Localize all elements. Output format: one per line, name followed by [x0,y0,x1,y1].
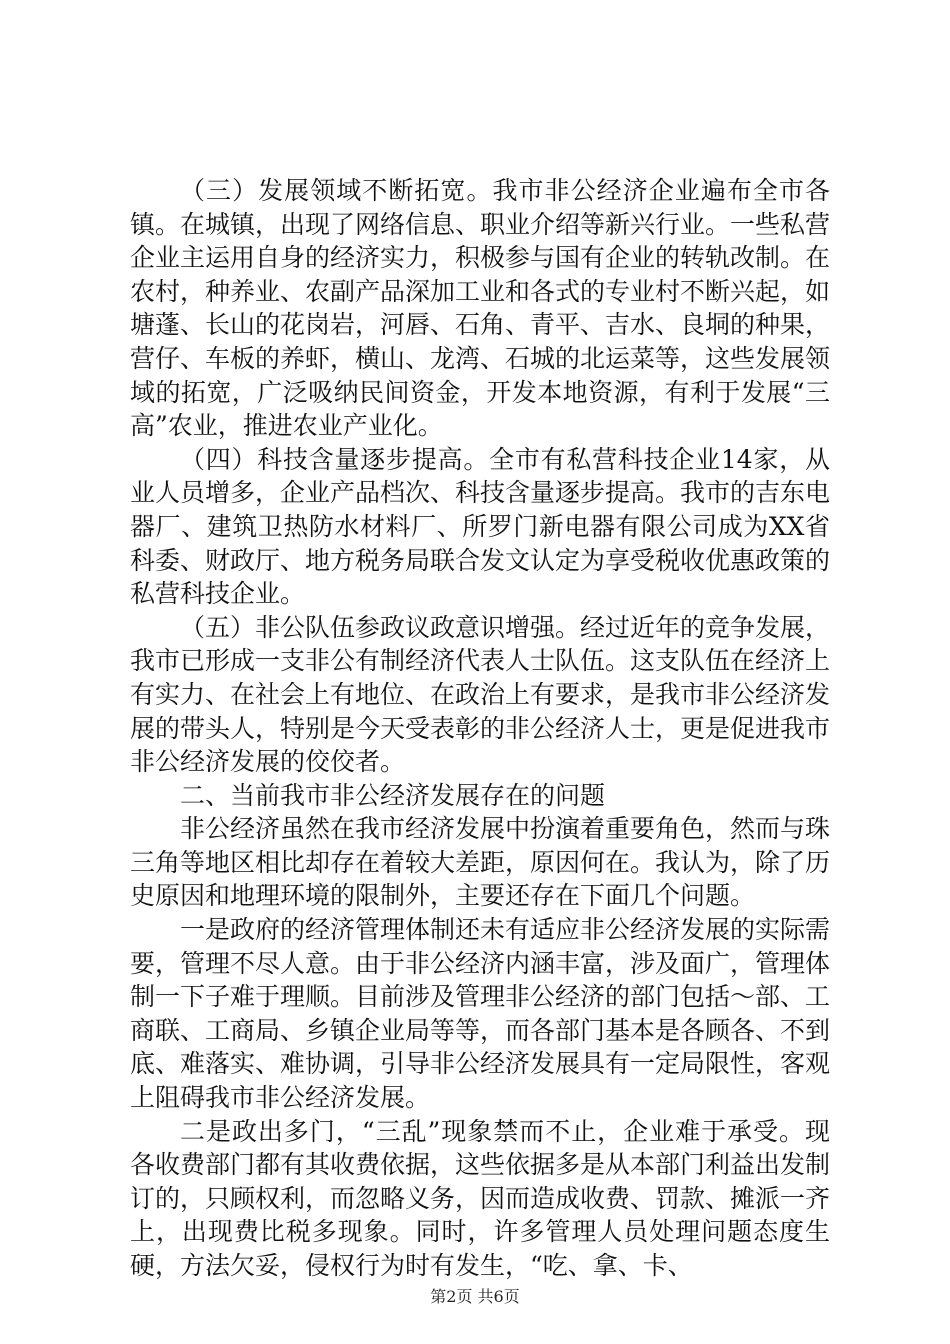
paragraph-section-four: （四）科技含量逐步提高。全市有私营科技企业14家，从业人员增多，企业产品档次、科技含量逐步提高。我市的吉东电器厂、建筑卫热防水材料厂、所罗门新电器有限公司成为XX省科委、财政厅、地方税务局联合发文认定为享受税收优惠政策的私营科技企业。 [130,444,831,609]
paragraph-section-five: （五）非公队伍参政议政意识增强。经过近年的竞争发展，我市已形成一支非公有制经济代表人士队伍。这支队伍在经济上有实力、在社会上有地位、在政治上有要求，是我市非公经济发展的带头人，特别是今天受表彰的非公经济人士，更是促进我市非公经济发展的佼佼者。 [130,612,831,777]
section-heading-problems: 二、当前我市非公经济发展存在的问题 [180,780,606,810]
paragraph-problems-intro: 非公经济虽然在我市经济发展中扮演着重要角色，然而与珠三角等地区相比却存在着较大差距，原因何在。我认为，除了历史原因和地理环境的限制外，主要还存在下面几个问题。 [130,814,831,911]
paragraph-problem-one: 一是政府的经济管理体制还未有适应非公经济发展的实际需要，管理不尽人意。由于非公经济内涵丰富，涉及面广，管理体制一下子难于理顺。目前涉及管理非公经济的部门包括～部、工商联、工商局、乡镇企业局等等，而各部门基本是各顾各、不到底、难落实、难协调，引导非公经济发展具有一定局限性，客观上阻碍我市非公经济发展。 [130,915,831,1113]
paragraph-section-three: （三）发展领域不断拓宽。我市非公经济企业遍布全市各镇。在城镇，出现了网络信息、职业介绍等新兴行业。一些私营企业主运用自身的经济实力，积极参与国有企业的转轨改制。在农村，种养业、农副产品深加工业和各式的专业村不断兴起，如塘蓬、长山的花岗岩，河唇、石角、青平、吉水、良垌的种果，营仔、车板的养虾，横山、龙湾、石城的北运菜等，这些发展领域的拓宽，广泛吸纳民间资金，开发本地资源，有利于发展“三高”农业，推进农业产业化。 [130,176,831,441]
paragraph-problem-two: 二是政出多门，“三乱”现象禁而不止，企业难于承受。现各收费部门都有其收费依据，这些依据多是从本部门利益出发制订的，只顾权利，而忽略义务，因而造成收费、罚款、摊派一齐上，出现费比税多现象。同时，许多管理人员处理问题态度生硬，方法欠妥，侵权行为时有发生，“吃、拿、卡、 [130,1116,831,1280]
document-body [130,174,830,1283]
page-footer: 第2页 共6页 [430,1287,520,1306]
